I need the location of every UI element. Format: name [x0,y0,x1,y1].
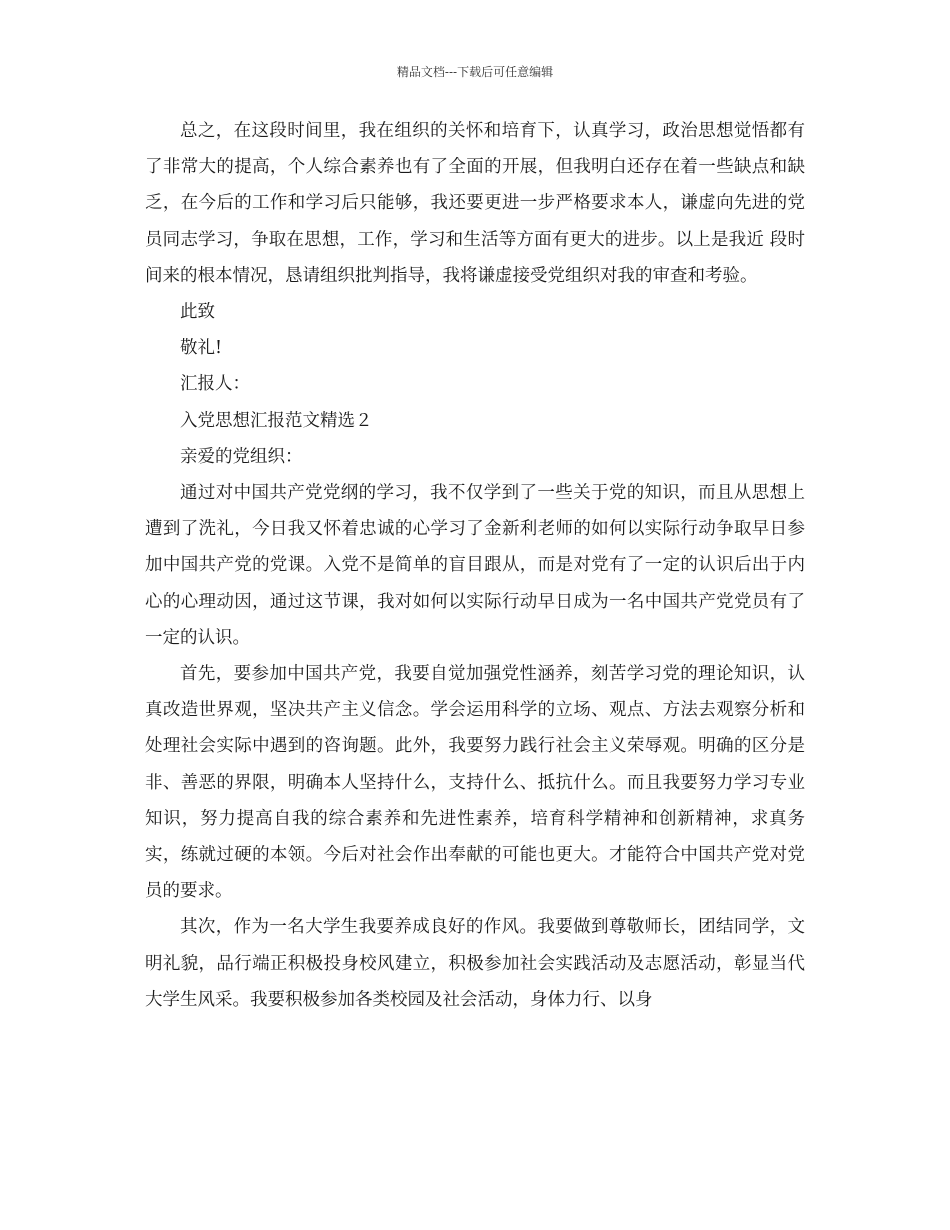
paragraph-second: 其次，作为一名大学生我要养成良好的作风。我要做到尊敬师长，团结同学，文明礼貌，品行端正积极投身校风建立，积极参加社会实践活动及志愿活动，彰显当代大学生风采。我要积极参加各类校园及社会活动，身体力行、以身 [145,917,805,1010]
paragraph-intro: 通过对中国共产党党纲的学习，我不仅学到了一些关于党的知识，而且从思想上遭到了洗礼，今日我又怀着忠诚的心学习了金新利老师的如何以实际行动争取早日参加中国共产党的党课。入党不是简单的盲目跟从，而是对党有了一定的认识后出于内心的心理动因，通过这节课，我对如何以实际行动早日成为一名中国共产党党员有了一定的认识。 [145,483,805,648]
closing-greeting: 此致 [180,302,215,323]
paragraph-first: 首先，要参加中国共产党，我要自觉加强党性涵养，刻苦学习党的理论知识，认真改造世界观，坚决共产主义信念。学会运用科学的立场、观点、方法去观察分析和处理社会实际中遇到的咨询题。此外，我要努力践行社会主义荣辱观。明确的区分是非、善恶的界限，明确本人坚持什么，支持什么、抵抗什么。而且我要努力学习专业知识，努力提高自我的综合素养和先进性素养，培育科学精神和创新精神，求真务实，练就过硬的本领。今后对社会作出奉献的可能也更大。才能符合中国共产党对党员的要求。 [145,664,805,902]
reporter-label: 汇报人： [180,374,250,395]
section-subtitle: 入党思想汇报范文精选２ [180,410,373,431]
closing-salute: 敬礼! [180,338,223,359]
paragraph-summary: 总之，在这段时间里，我在组织的关怀和培育下，认真学习，政治思想觉悟都有了非常大的提高，个人综合素养也有了全面的开展，但我明白还存在着一些缺点和缺乏，在今后的工作和学习后只能够，我还要更进一步严格要求本人，谦虚向先进的党员同志学习，争取在思想，工作，学习和生活等方面有更大的进步。以上是我近 段时间来的根本情况，恳请组织批判指导，我将谦虚接受党组织对我的审查和考验。 [145,121,805,286]
document-body [145,113,805,1018]
page-header: 精品文档---下载后可任意编辑 [396,65,554,79]
salutation: 亲爱的党组织： [180,446,303,467]
